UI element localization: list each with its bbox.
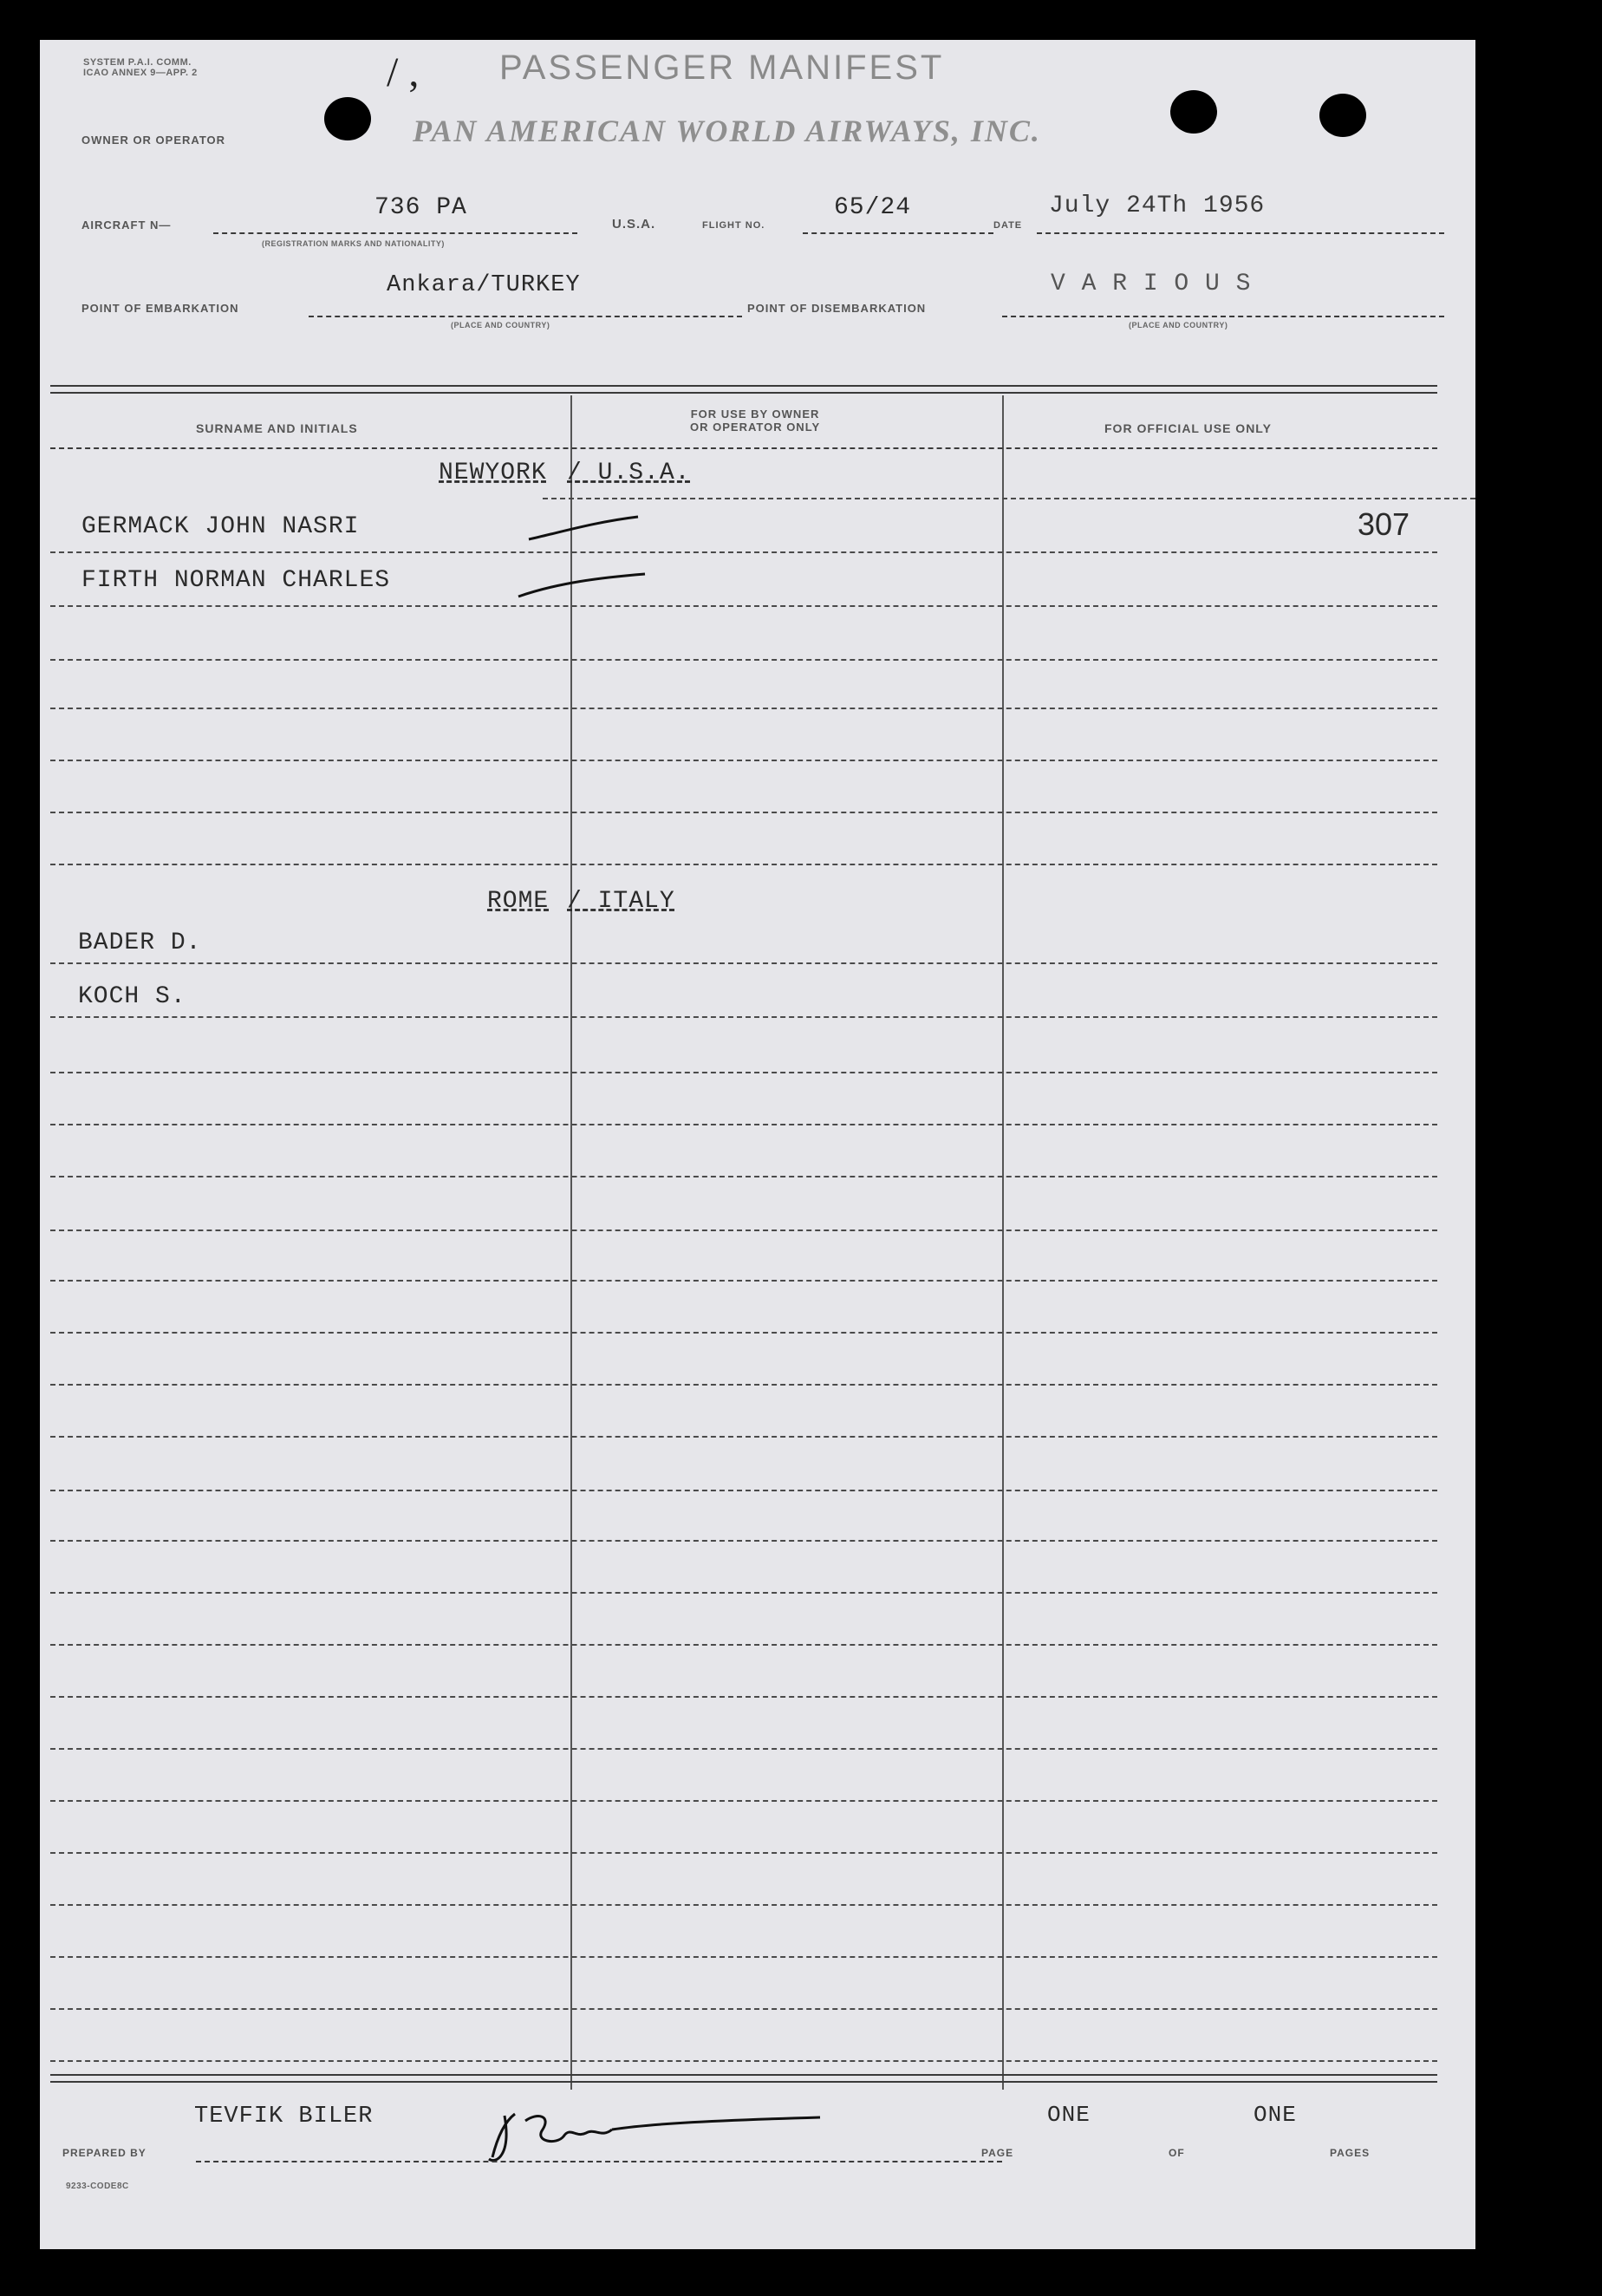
passenger-name-2: FIRTH NORMAN CHARLES [81, 567, 391, 594]
flight-no-value: 65/24 [834, 194, 912, 221]
page-value: ONE [1047, 2102, 1091, 2128]
row-rule [50, 1644, 1437, 1646]
row-rule [50, 1696, 1437, 1698]
table-bottom-rule-2 [50, 2081, 1437, 2083]
row-rule [50, 812, 1437, 813]
owner-label: OWNER OR OPERATOR [81, 134, 226, 147]
punch-hole-left [324, 97, 371, 140]
group1-city: NEWYORK [439, 460, 547, 486]
passenger-name-4: KOCH S. [78, 983, 186, 1010]
col-header-owner [690, 408, 820, 434]
pages-value: ONE [1254, 2102, 1297, 2128]
aircraft-label: AIRCRAFT N— [81, 219, 172, 232]
group1-country: / U.S.A. [567, 460, 691, 486]
check-mark-2 [515, 565, 654, 609]
table-bottom-rule-1 [50, 2074, 1437, 2076]
prepared-by-label: PREPARED BY [62, 2147, 147, 2159]
usa-label: U.S.A. [612, 217, 656, 232]
column-divider-1 [570, 395, 572, 2090]
passenger-name-1: GERMACK JOHN NASRI [81, 513, 360, 540]
column-divider-2 [1002, 395, 1004, 2090]
page-label: PAGE [981, 2147, 1014, 2159]
date-underline [1037, 232, 1444, 234]
row-rule [50, 1124, 1437, 1125]
row-rule [50, 864, 1437, 865]
row-rule [543, 498, 1475, 499]
row-rule [50, 1904, 1437, 1906]
disembark-note: (PLACE AND COUNTRY) [1129, 321, 1228, 329]
col-header-surname: SURNAME AND INITIALS [196, 421, 358, 435]
row-rule [50, 1332, 1437, 1334]
aircraft-value: 736 PA [374, 194, 467, 221]
row-rule [50, 1852, 1437, 1854]
date-value: July 24Th 1956 [1049, 192, 1266, 219]
group2-city: ROME [487, 888, 550, 915]
row-rule [50, 1592, 1437, 1594]
row-rule [50, 1016, 1437, 1018]
row-rule [50, 1384, 1437, 1386]
passenger-name-3: BADER D. [78, 929, 202, 956]
row-rule [50, 605, 1437, 607]
embark-underline [309, 316, 742, 317]
disembark-underline [1002, 316, 1444, 317]
embark-label: POINT OF EMBARKATION [81, 302, 239, 315]
pages-label: PAGES [1330, 2147, 1371, 2159]
table-top-rule-2 [50, 392, 1437, 394]
col-header-owner-line-1: FOR USE BY OWNER [690, 408, 820, 421]
row-rule [50, 551, 1437, 553]
row-rule [50, 1436, 1437, 1438]
page-title: PASSENGER MANIFEST [499, 49, 945, 87]
manifest-page [40, 40, 1475, 2249]
registration-note: (REGISTRATION MARKS AND NATIONALITY) [262, 239, 445, 248]
col-header-owner-line-2: OR OPERATOR ONLY [690, 421, 821, 434]
airline-name: PAN AMERICAN WORLD AIRWAYS, INC. [413, 114, 1041, 148]
row-rule [50, 760, 1437, 761]
prepared-by-underline [196, 2161, 1002, 2162]
row-rule [50, 659, 1437, 661]
group2-country: / ITALY [567, 888, 675, 915]
row-rule [50, 708, 1437, 709]
flight-no-underline [803, 232, 993, 234]
punch-hole-right-2 [1319, 94, 1366, 137]
disembark-value: V A R I O U S [1051, 271, 1252, 297]
header-bottom-rule [50, 447, 1437, 449]
regulation-note [83, 57, 198, 78]
row-rule [50, 1800, 1437, 1802]
row-rule [50, 1956, 1437, 1958]
regulation-line-2: ICAO ANNEX 9—APP. 2 [83, 68, 198, 78]
row-rule [50, 1176, 1437, 1177]
prepared-by-value: TEVFIK BILER [194, 2104, 374, 2130]
row-rule [50, 962, 1437, 964]
row-rule [50, 2008, 1437, 2010]
embark-value: Ankara/TURKEY [387, 272, 581, 298]
date-label: DATE [993, 220, 1023, 231]
row-rule [50, 1072, 1437, 1073]
punch-hole-right-1 [1170, 90, 1217, 134]
row-rule [50, 1748, 1437, 1750]
regulation-line-1: SYSTEM P.A.I. COMM. [83, 57, 192, 68]
check-mark-1 [525, 508, 647, 551]
form-code: 9233-CODE8C [66, 2182, 129, 2191]
table-top-rule-1 [50, 385, 1437, 387]
col-header-official: FOR OFFICIAL USE ONLY [1104, 421, 1272, 435]
aircraft-underline [213, 232, 577, 234]
row-rule [50, 1490, 1437, 1491]
flight-no-label: FLIGHT NO. [702, 220, 765, 231]
embark-note: (PLACE AND COUNTRY) [451, 321, 550, 329]
disembark-label: POINT OF DISEMBARKATION [747, 302, 927, 315]
page-mark: / , [387, 49, 420, 95]
row-rule [50, 2060, 1437, 2062]
row-rule [50, 1230, 1437, 1231]
row-rule [50, 1280, 1437, 1282]
of-label: OF [1169, 2147, 1185, 2159]
passenger-official-1: 307 [1358, 506, 1410, 542]
row-rule [50, 1540, 1437, 1542]
